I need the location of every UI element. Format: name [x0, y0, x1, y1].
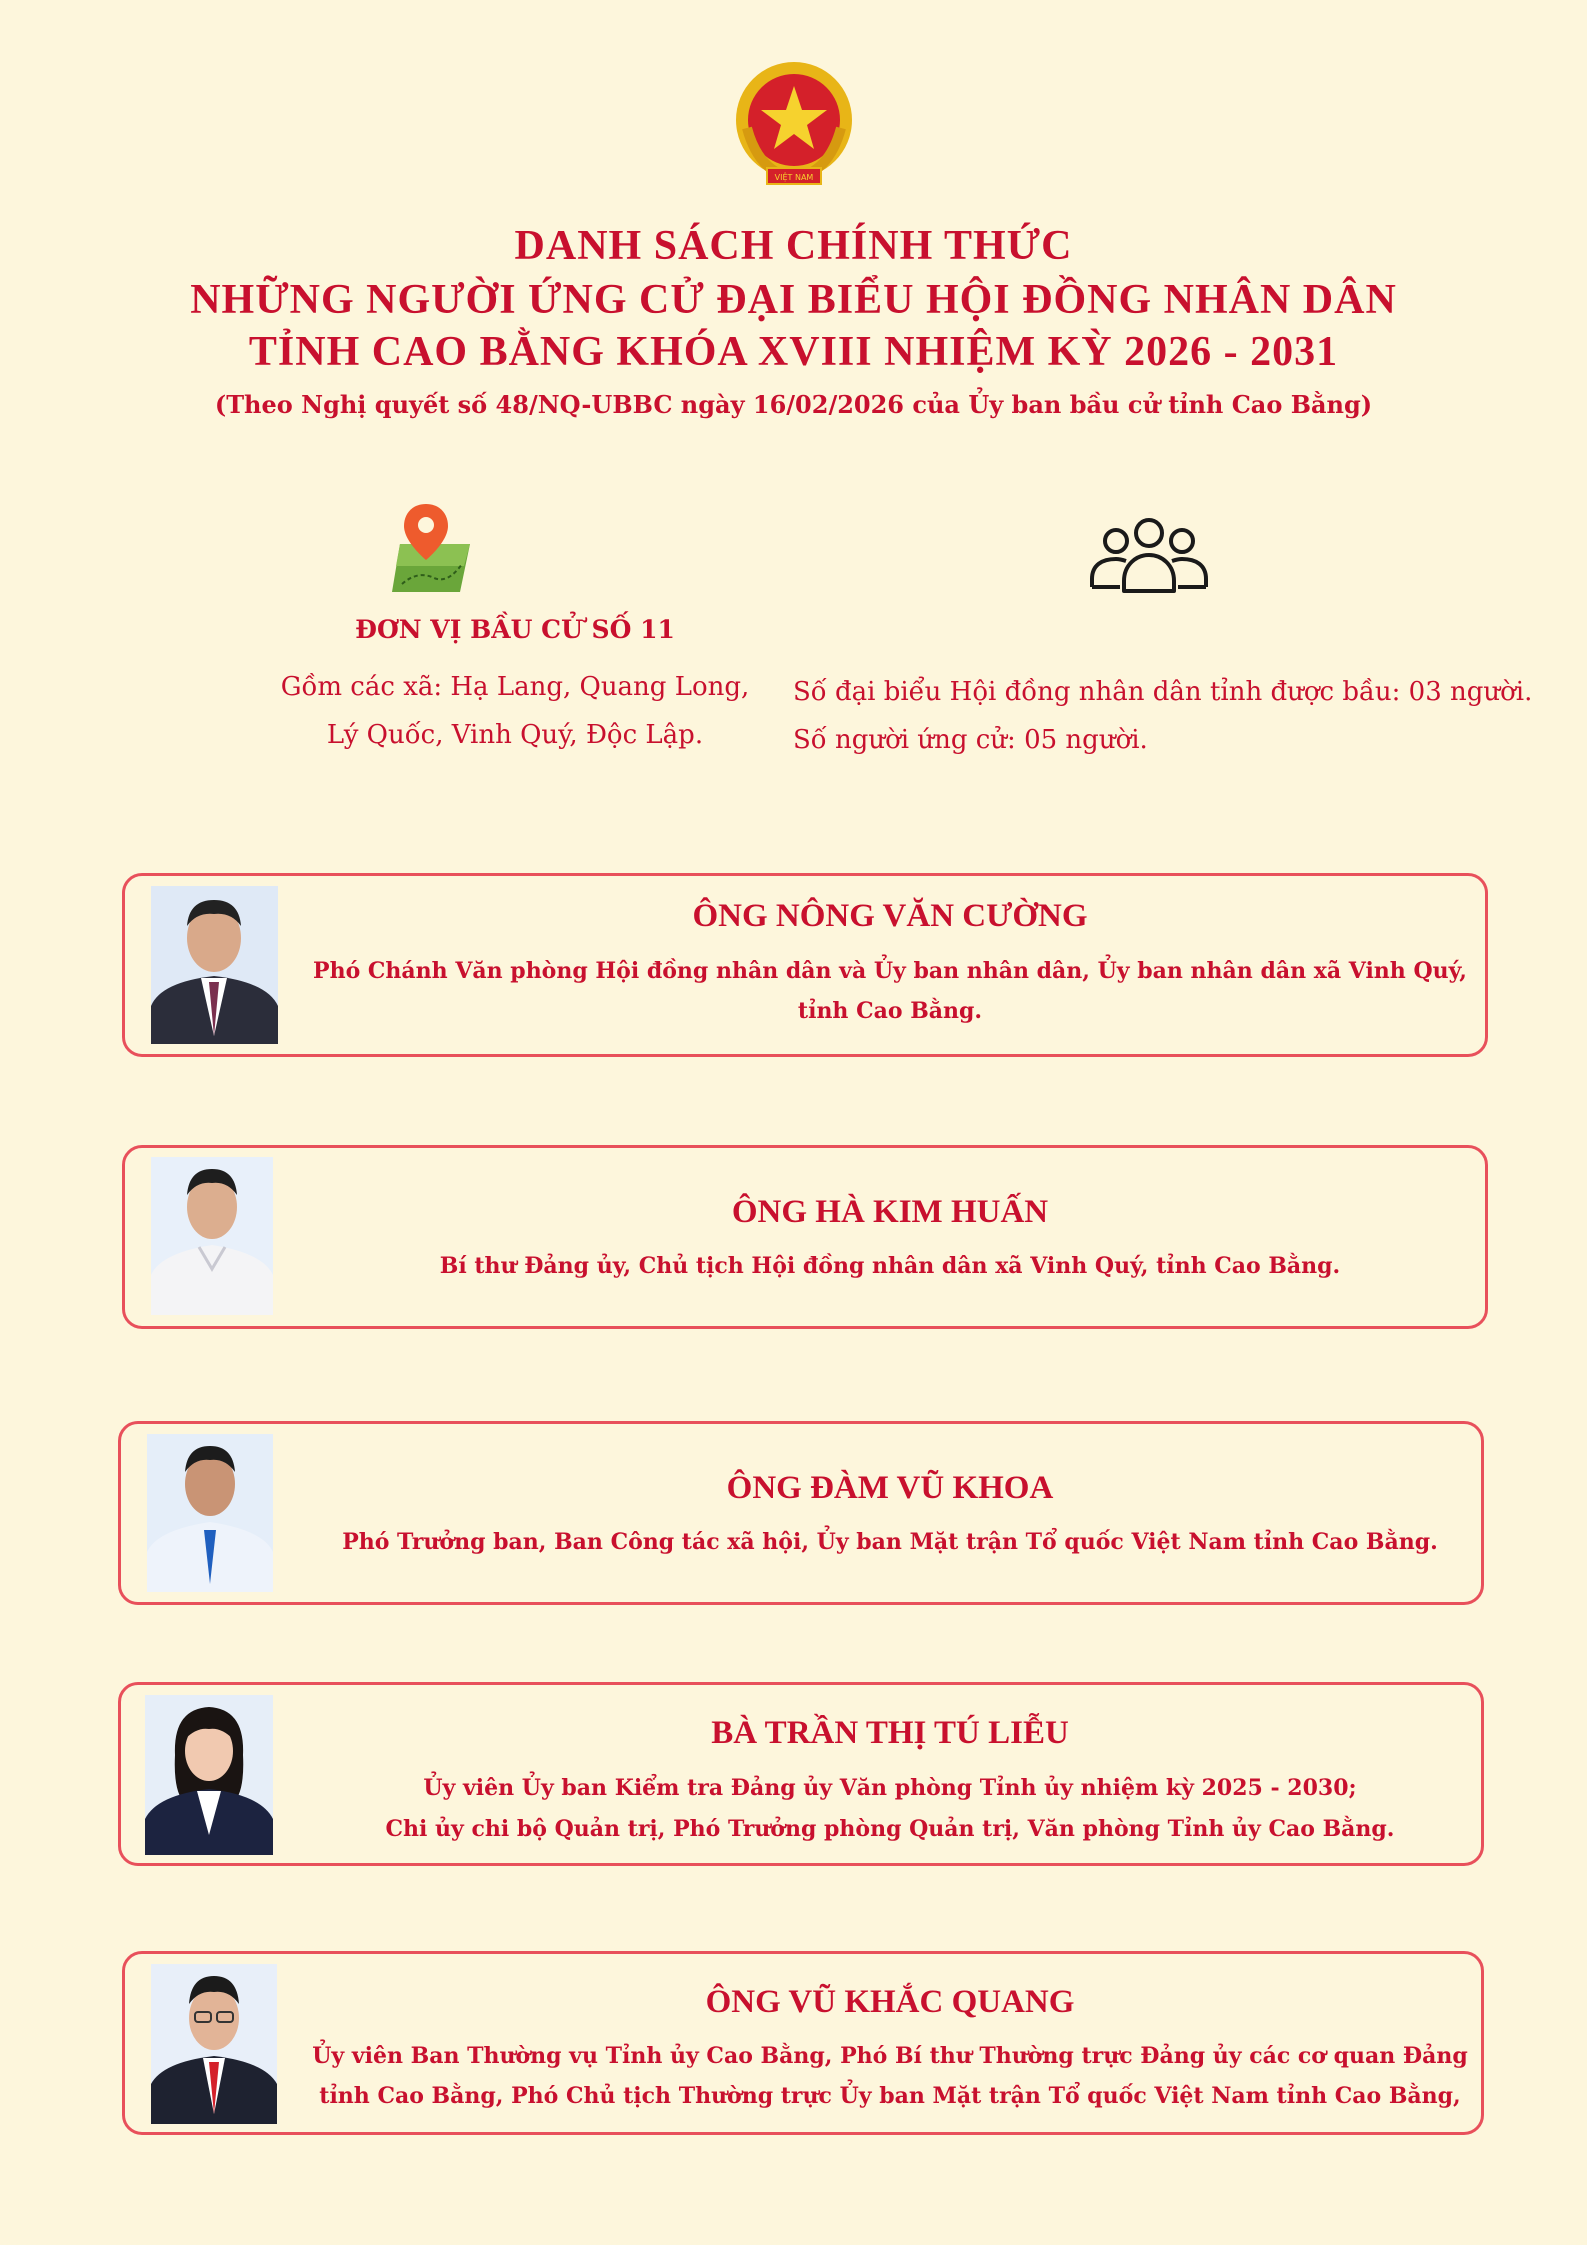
candidate-card [122, 1145, 1488, 1329]
map-pin-icon [378, 500, 474, 596]
candidate-description: Phó Chánh Văn phòng Hội đồng nhân dân và Ủy ban nhân dân, Ủy ban nhân dân xã Vinh Quý, [313, 958, 1467, 984]
candidate-description: Bí thư Đảng ủy, Chủ tịch Hội đồng nhân dân xã Vinh Quý, tỉnh Cao Bằng. [439, 1253, 1341, 1279]
candidate-photo [145, 1695, 273, 1855]
candidate-name: BÀ TRẦN THỊ TÚ LIỄU [711, 1715, 1069, 1751]
candidate-photo [151, 1964, 277, 2124]
delegate-count-text: Số đại biểu Hội đồng nhân dân tỉnh được bầu: 03 người. [793, 677, 1533, 707]
page-title-line1: DANH SÁCH CHÍNH THỨC [514, 223, 1073, 269]
candidate-description: tỉnh Cao Bằng. [797, 998, 983, 1024]
candidate-name: ÔNG ĐÀM VŨ KHOA [726, 1470, 1054, 1506]
candidate-description: Ủy viên Ủy ban Kiểm tra Đảng ủy Văn phòng Tỉnh ủy nhiệm kỳ 2025 - 2030; [423, 1775, 1357, 1801]
candidate-description: Phó Trưởng ban, Ban Công tác xã hội, Ủy ban Mặt trận Tổ quốc Việt Nam tỉnh Cao Bằng. [342, 1529, 1438, 1555]
candidate-name: ÔNG VŨ KHẮC QUANG [705, 1984, 1075, 2020]
candidate-description: tỉnh Cao Bằng, Phó Chủ tịch Thường trực Ủy ban Mặt trận Tổ quốc Việt Nam tỉnh Cao Bằng, [319, 2083, 1461, 2109]
page-subtitle: (Theo Nghị quyết số 48/NQ-UBBC ngày 16/02/2026 của Ủy ban bầu cử tỉnh Cao Bằng) [214, 390, 1373, 419]
candidate-card [118, 1421, 1484, 1605]
candidate-name: ÔNG HÀ KIM HUẤN [731, 1194, 1049, 1230]
svg-text:VIỆT NAM: VIỆT NAM [774, 173, 814, 182]
page-title-line2: NHỮNG NGƯỜI ỨNG CỬ ĐẠI BIỂU HỘI ĐỒNG NHÂN DÂN [190, 277, 1397, 323]
candidate-description: Ủy viên Ban Thường vụ Tỉnh ủy Cao Bằng, Phó Bí thư Thường trực Đảng ủy các cơ quan Đảng [312, 2043, 1468, 2069]
people-icon [1088, 515, 1210, 595]
candidate-photo [151, 886, 278, 1044]
candidate-photo [147, 1434, 273, 1592]
unit-communes-line2: Lý Quốc, Vinh Quý, Độc Lập. [326, 720, 704, 750]
candidate-count-text: Số người ứng cử: 05 người. [793, 725, 1148, 755]
candidate-description: Chi ủy chi bộ Quản trị, Phó Trưởng phòng Quản trị, Văn phòng Tỉnh ủy Cao Bằng. [385, 1816, 1395, 1842]
candidate-name: ÔNG NÔNG VĂN CƯỜNG [692, 898, 1088, 934]
national-emblem-icon [729, 58, 859, 193]
unit-communes-line1: Gồm các xã: Hạ Lang, Quang Long, [280, 672, 750, 702]
page-title-line3: TỈNH CAO BẰNG KHÓA XVIII NHIỆM KỲ 2026 - 2031 [248, 329, 1339, 375]
candidate-photo [151, 1157, 273, 1315]
unit-title: ĐƠN VỊ BẦU CỬ SỐ 11 [355, 615, 675, 644]
